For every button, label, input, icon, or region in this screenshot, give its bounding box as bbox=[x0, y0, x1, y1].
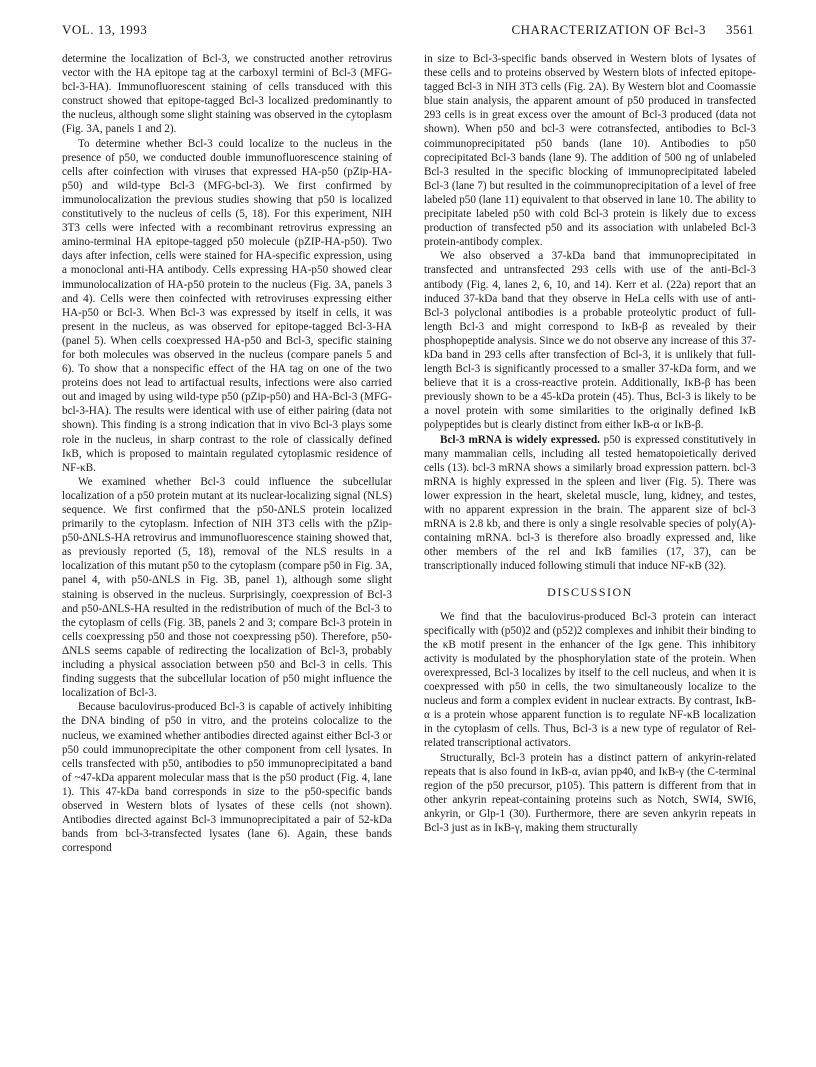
right-column bbox=[424, 52, 756, 835]
page-number: 3561 bbox=[726, 22, 754, 37]
paragraph: We examined whether Bcl-3 could influence the subcellular localization of a p50 protein mutant at its nuclear-localizing signal (NLS) sequence. We first confirmed that the p50-ΔNLS protein localized primarily to the cytoplasm. Infection of NIH 3T3 cells with the pZip-p50-ΔNLS-HA retrovirus and immunofluorescence staining showed that, as previously reported (5, 18), removal of the NLS results in a localization of this mutant p50 to the cytoplasm (compare p50 in Fig. 3A, panel 4, with p50-ΔNLS in Fig. 3B, panel 1), although some slight staining is observed in the nucleus. Surprisingly, coexpression of Bcl-3 and p50-ΔNLS-HA resulted in the redistribution of much of the Bcl-3 to the cytoplasm of cells (Fig. 3B, panels 2 and 3; compare Bcl-3 protein in cells coexpressing p50 and those not coexpressing p50). Therefore, p50-ΔNLS seems capable of redirecting the localization of Bcl-3, probably including a physical association between p50 and Bcl-3 in cells. This finding suggests that the subcellular location of p50 might influence the localization of Bcl-3. bbox=[62, 475, 392, 700]
left-column bbox=[62, 52, 392, 855]
paragraph: in size to Bcl-3-specific bands observed in Western blots of lysates of these cells and to proteins observed by Western blots of infected epitope-tagged Bcl-3 in NIH 3T3 cells (Fig. 2A). By Western blot and Coomassie blue stain analysis, the apparent amount of p50 produced in transfected 293 cells is in great excess over the amount of Bcl-3 produced (data not shown). When p50 and bcl-3 were cotransfected, antibodies to Bcl-3 coimmunoprecipitated p50 bands (lane 10). Antibodies to p50 coprecipitated Bcl-3 bands (lane 9). The addition of 500 ng of unlabeled Bcl-3 resulted in the specific blocking of immunoprecipitated labeled Bcl-3 (lane 7) but resulted in the coimmunoprecipitation of a level of free labeled p50 (lane 11) equivalent to that observed in lane 10. The ability to precipitate labeled p50 with cold Bcl-3 protein is likely due to excess production of transfected p50 and its association with unlabeled Bcl-3 protein-antibody complex. bbox=[424, 53, 756, 249]
volume-label: VOL. 13, 1993 bbox=[62, 22, 148, 37]
runin-paragraph bbox=[424, 433, 756, 574]
paragraph: determine the localization of Bcl-3, we constructed another retrovirus vector with the HA epitope tag at the carboxyl termini of Bcl-3 (MFG-bcl-3-HA). Immunofluorescent staining of cells transduced with this construct showed that epitope-tagged Bcl-3 localized predominantly to the nucleus, although some slight staining was observed in the cytoplasm (Fig. 3A, panels 1 and 2). bbox=[62, 53, 392, 136]
paragraph: Because baculovirus-produced Bcl-3 is capable of actively inhibiting the DNA binding of p50 in vitro, and the proteins colocalize to the nucleus, we examined whether antibodies directed against either Bcl-3 or p50 could immunoprecipitate the other component from cell lysates. In cells transfected with p50, antibodies to p50 immunoprecipitated a band of ~47-kDa apparent molecular mass that is the p50 product (Fig. 4, lane 1). This 47-kDa band corresponds in size to the p50-specific bands observed in Western blots of lysates of these cells (not shown). Antibodies directed against Bcl-3 immunoprecipitated a pair of 52-kDa bands from bcl-3-transfected lysates (lane 6). Again, these bands correspond bbox=[62, 701, 392, 855]
running-header bbox=[62, 22, 754, 42]
running-title: CHARACTERIZATION OF Bcl-3 bbox=[511, 22, 706, 37]
runin-text: p50 is expressed constitutively in many mammalian cells, including all tested hematopoietically derived cells (13). bcl-3 mRNA shows a similarly broad expression pattern. bcl-3 mRNA is highly expressed in the spleen and liver (Fig. 5). There was lower expression in the heart, skeletal muscle, lung, kidney, and testes, with no apparent expression in the brain. The apparent size of bcl-3 mRNA is 2.8 kb, and there is only a single resolvable species of poly(A)-containing mRNA. bcl-3 is therefore also broadly expressed and, like other members of the rel and IκB families (17, 37), can be transcriptionally induced following stimuli that induce NF-κB (32). bbox=[424, 433, 756, 573]
paragraph: We also observed a 37-kDa band that immunoprecipitated in transfected and untransfected 293 cells with use of the anti-Bcl-3 antibody (Fig. 4, lanes 2, 6, 10, and 14). Kerr et al. (22a) report that an induced 37-kDa band that they observe in HeLa cells with use of anti-Bcl-3 polyclonal antibodies is a probable proteolytic product of full-length Bcl-3 and might correspond to IκB-β as revealed by their phosphopeptide analysis. Since we do not observe any increase of this 37-kDa band in 293 cells after transfection of Bcl-3, it is unlikely that full-length Bcl-3 is significantly processed to a smaller 37-kDa form, and we believe that it is a cross-reactive protein. Additionally, IκB-β has been previously shown to be a 45-kDa protein (45). Thus, Bcl-3 is likely to be a novel protein with some similarities to the originally defined IκB polypeptides but is clearly distinct from either IκB-α or IκB-β. bbox=[424, 250, 756, 432]
paragraph: Structurally, Bcl-3 protein has a distinct pattern of ankyrin-related repeats that is also found in IκB-α, avian pp40, and IκB-γ (the C-terminal region of the p50 precursor, p105). This pattern is different from that in other ankyrin repeat-containing proteins such as Notch, SWI4, SWI6, ankyrin, or Glp-1 (30). Furthermore, there are seven ankyrin repeats in Bcl-3 just as in IκB-γ, making them structurally bbox=[424, 751, 756, 834]
section-heading-discussion: DISCUSSION bbox=[547, 585, 633, 600]
paragraph: To determine whether Bcl-3 could localize to the nucleus in the presence of p50, we conducted double immunofluorescence staining of cells after coinfection with viruses that expressed HA-p50 (pZip-HA-p50) and wild-type Bcl-3 (MFG-bcl-3). We first confirmed by immunolocalization the previous studies showing that p50 is localized constitutively to the nucleus of cells (5, 18). For this experiment, NIH 3T3 cells were infected with a recombinant retrovirus expressing an amino-terminal HA epitope-tagged p50 molecule (pZIP-HA-p50). Two days after infection, cells were stained for HA-specific expression, using a monoclonal anti-HA antibody. Cells expressing HA-p50 showed clear immunolocalization of HA-p50 protein to the nucleus (Fig. 3A, panels 3 and 4). Cells were then coinfected with retroviruses expressing either HA-p50 or Bcl-3. When Bcl-3 was expressed by itself in cells, it was present in the nucleus, as was observed for epitope-tagged Bcl-3-HA (panel 5). When cells coexpressed HA-p50 and Bcl-3, specific staining for both molecules was observed in the nucleus (compare panels 5 and 6). To show that a nonspecific effect of the HA tag on one of the two proteins does not lead to artifactual results, infections were also carried out and imaged by using wild-type p50 (pZip-p50) and HA-Bcl-3 (MFG-bcl-3-HA). The results were identical with use of either pairing (data not shown). This finding is a strong indication that in vivo Bcl-3 plays some role in the nucleus, in sharp contrast to the role of classically defined IκB, which is proposed to maintain regulated cytoplasmic residence of NF-κB. bbox=[62, 137, 392, 474]
paragraph: We find that the baculovirus-produced Bcl-3 protein can interact specifically with (p50)2 and (p52)2 complexes and inhibit their binding to the κB motif present in the enhancer of the Igκ gene. This inhibitory activity is modulated by the phosphorylation state of the protein. When overexpressed, Bcl-3 localizes by itself to the cell nucleus, and when it is coexpressed with p50 in cells, the two simultaneously localize to the nucleus and form a complex evident in nuclear extracts. By contrast, IκB-α is a protein whose apparent function is to regulate NF-κB localization in the cytoplasm of cells. Thus, Bcl-3 is a new type of regulator of Rel-related transcriptional activators. bbox=[424, 610, 756, 750]
runin-heading: Bcl-3 mRNA is widely expressed. bbox=[440, 433, 600, 446]
